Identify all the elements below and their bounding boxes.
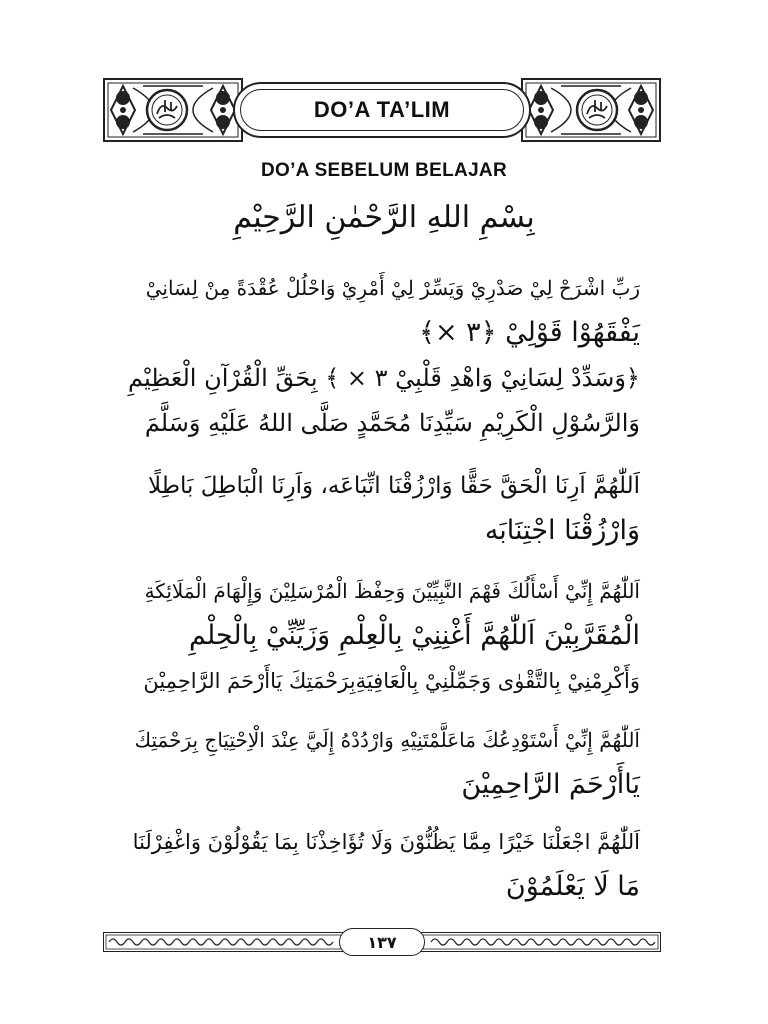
arabic-line-11: يَاأَرْحَمَ الرَّاحِمِيْنَ [461,769,640,800]
arabic-line-6: وَارْزُقْنَا اجْتِنَابَه [484,515,640,546]
arabic-line-2: يَفْقَهُوْا قَوْلِيْ ﴿٣ ×﴾ [419,317,640,348]
arabic-line-4: وَالرَّسُوْلِ الْكَرِيْمِ سَيِّدِنَا مُحَمَّدٍ صَلَّى اللهُ عَلَيْهِ وَسَلَّمَ [144,409,640,437]
basmala: بِسْمِ اللهِ الرَّحْمٰنِ الرَّحِيْمِ [233,200,535,235]
footer-ornament [103,928,661,956]
arabic-line-1: رَبِّ اشْرَحْ لِيْ صَدْرِيْ وَيَسِّرْ لِيْ أَمْرِيْ وَاحْلُلْ عُقْدَةً مِنْ لِسَانِيْ [145,276,640,300]
arabic-line-8: الْمُقَرَّبِيْنَ اَللّٰهُمَّ أَغْنِنِيْ بِالْعِلْمِ وَزَيِّنِّيْ بِالْحِلْمِ [189,620,640,651]
section-subtitle: DO’A SEBELUM BELAJAR [261,160,507,181]
arabic-line-13: مَا لَا يَعْلَمُوْنَ [505,871,640,902]
calligraphy-emblem-left-icon [145,88,189,132]
page-number: ١٣٧ [339,928,425,956]
arabic-line-7: اَللّٰهُمَّ إِنِّيْ أَسْأَلُكَ فَهْمَ النَّبِيِّيْنَ وَحِفْظَ الْمُرْسَلِيْنَ وَإِلْهَامَ الْمَلَائِكَةِ [144,579,640,603]
arabic-line-5: اَللّٰهُمَّ اَرِنَا الْحَقَّ حَقًّا وَارْزُقْنَا اتِّبَاعَه، وَاَرِنَا الْبَاطِلَ بَاطِلًا [148,473,640,499]
arabic-line-10: اَللّٰهُمَّ إِنِّيْ أَسْتَوْدِعُكَ مَاعَلَّمْتَنِيْهِ وَارْدُدْهُ إِلَيَّ عِنْدَ الْاِحْتِيَاجِ بِرَحْمَتِكَ [134,728,640,752]
arabic-line-3: ﴿وَسَدِّدْ لِسَانِيْ وَاهْدِ قَلْبِيْ ٣ × ﴾ بِحَقِّ الْقُرْآنِ الْعَظِيْمِ [128,364,640,392]
arabic-line-12: اَللّٰهُمَّ اجْعَلْنَا خَيْرًا مِمَّا يَظُنُّوْنَ وَلَا تُؤَاخِذْنَا بِمَا يَقُوْلُوْنَ وَاغْفِرْلَنَا [132,830,640,854]
header-banner [103,78,661,142]
page-title: DO’A TA’LIM [313,97,451,122]
calligraphy-emblem-right-icon [575,88,619,132]
arabic-line-9: وَأَكْرِمْنِيْ بِالتَّقْوٰى وَجَمِّلْنِيْ بِالْعَافِيَةِبِرَحْمَتِكَ يَاأَرْحَمَ الرَّاحِمِيْنَ [143,669,640,693]
title-frame [233,82,531,138]
